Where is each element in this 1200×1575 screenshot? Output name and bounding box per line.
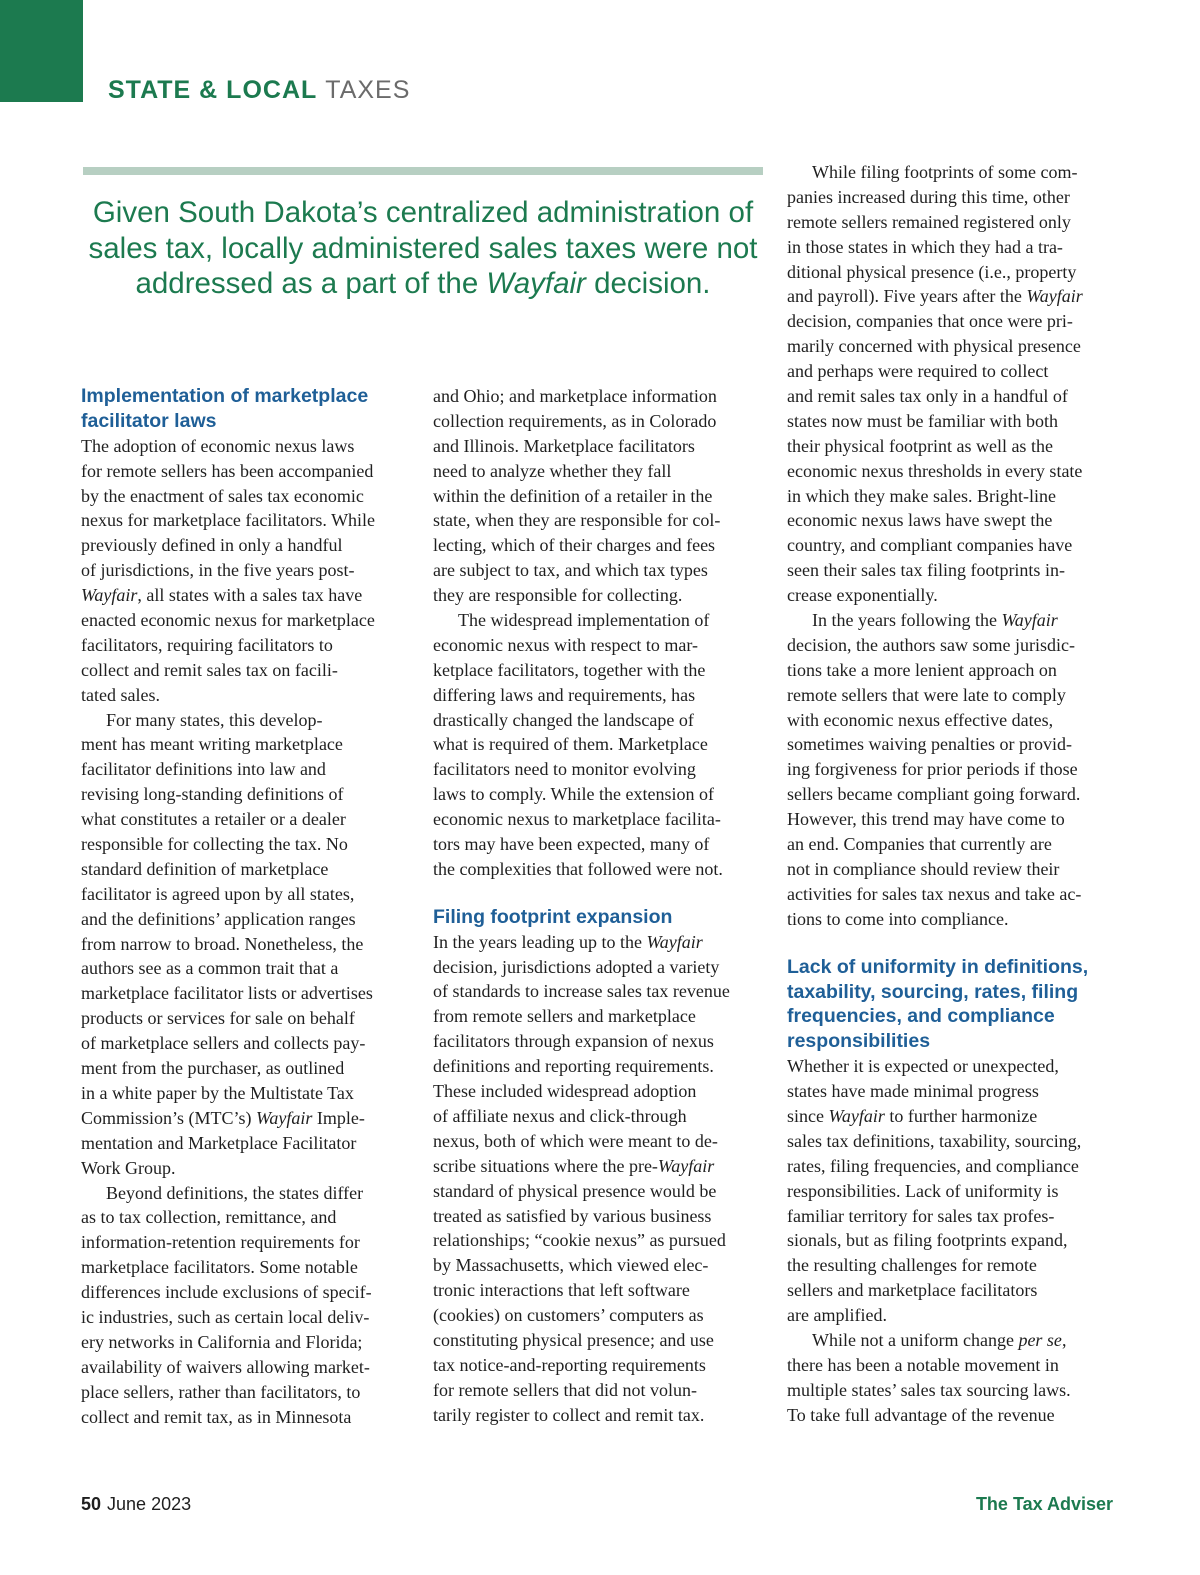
section-heading — [108, 76, 410, 105]
body-text-line — [81, 583, 411, 608]
italic-text: Wayfair — [657, 1155, 715, 1176]
section-subheading-line: frequencies, and compliance — [787, 1005, 1055, 1028]
body-text-line: of marketplace sellers and collects pay- — [81, 1033, 366, 1054]
section-subheading-line: facilitator laws — [81, 409, 217, 432]
body-text-line: economic nexus laws have swept the — [787, 510, 1053, 531]
italic-text: Wayfair — [256, 1107, 313, 1128]
body-text-line: their physical footprint as well as the — [787, 435, 1053, 456]
italic-text: Wayfair — [1001, 610, 1058, 631]
body-text-line: laws to comply. While the extension of — [433, 784, 714, 805]
body-text-line: definitions and reporting requirements. — [433, 1056, 714, 1077]
body-text-line: the resulting challenges for remote — [787, 1255, 1037, 1276]
body-text-line: standard definition of marketplace — [81, 858, 329, 879]
body-text-line: tronic interactions that left software — [433, 1280, 690, 1301]
body-text-line: there has been a notable movement in — [787, 1354, 1059, 1375]
body-text-line: in which they make sales. Bright-line — [787, 485, 1056, 506]
body-text-line: revising long-standing definitions of — [81, 784, 344, 805]
section-heading-bold: STATE & LOCAL — [108, 76, 318, 104]
body-text-line: previously defined in only a handful — [81, 535, 343, 556]
body-text-line: remote sellers remained registered only — [787, 211, 1071, 232]
pullquote — [83, 195, 763, 302]
body-text-line: While filing footprints of some com- — [812, 162, 1078, 182]
body-text-line: activities for sales tax nexus and take ac- — [787, 883, 1082, 904]
text-run: scribe situations where the pre- — [433, 1155, 658, 1176]
body-text-line: constituting physical presence; and use — [433, 1329, 714, 1350]
body-text-line: familiar territory for sales tax profes- — [787, 1205, 1055, 1226]
text-run: In the years following the — [812, 610, 1002, 631]
body-text-line: need to analyze whether they fall — [433, 460, 672, 481]
issue-date: June 2023 — [107, 1494, 192, 1514]
body-text-line: collect and remit tax, as in Minnesota — [81, 1406, 352, 1427]
body-text-line: For many states, this develop- — [106, 709, 323, 730]
body-text-line: with economic nexus effective dates, — [787, 709, 1054, 730]
body-text-line: decision, the authors saw some jurisdic- — [787, 634, 1075, 655]
body-text-line: from narrow to broad. Nonetheless, the — [81, 933, 364, 954]
body-text-line: Beyond definitions, the states differ — [106, 1182, 364, 1203]
body-text-line: are amplified. — [787, 1305, 887, 1326]
body-text-line — [787, 608, 1117, 633]
body-text-line: by Massachusetts, which viewed elec- — [433, 1255, 709, 1276]
body-text-line: lecting, which of their charges and fees — [433, 535, 716, 556]
body-text-line — [787, 1328, 1117, 1353]
section-subheading-line: responsibilities — [787, 1030, 931, 1053]
body-text-line: ketplace facilitators, together with the — [433, 659, 706, 680]
italic-text: per se — [1018, 1329, 1062, 1350]
body-text-line — [81, 1106, 411, 1131]
text-run: In the years leading up to the — [433, 931, 647, 952]
body-text-line: decision, companies that once were pri- — [787, 311, 1073, 332]
body-text-line: panies increased during this time, other — [787, 186, 1070, 207]
body-text-line: nexus for marketplace facilitators. While — [81, 510, 376, 531]
pullquote-rule — [83, 167, 763, 175]
article-column-3 — [787, 160, 1117, 1428]
body-text-line: sellers and marketplace facilitators — [787, 1280, 1038, 1301]
publication-name: The Tax Adviser — [975, 1494, 1113, 1514]
body-text-line: ment from the purchaser, as outlined — [81, 1058, 345, 1079]
body-text-line — [433, 1154, 765, 1179]
italic-text: Wayfair — [81, 585, 138, 606]
body-text-line: not in compliance should review their — [787, 858, 1060, 879]
body-text-line: economic nexus thresholds in every state — [787, 460, 1083, 481]
body-text-line: an end. Companies that currently are — [787, 834, 1052, 855]
body-text-line — [787, 284, 1117, 309]
italic-text: Wayfair — [1026, 286, 1083, 307]
body-text-line: marketplace facilitator lists or advertises — [81, 983, 373, 1004]
body-text-line: sionals, but as filing footprints expand, — [787, 1230, 1068, 1251]
section-color-tab — [0, 0, 83, 102]
body-text-line: and perhaps were required to collect — [787, 361, 1049, 382]
footer-page-info — [81, 1494, 191, 1515]
text-run: since — [787, 1105, 829, 1126]
body-text-line: ment has meant writing marketplace — [81, 734, 343, 755]
text-run: Commission’s (MTC’s) — [81, 1107, 257, 1128]
body-text-line: in a white paper by the Multistate Tax — [81, 1082, 354, 1103]
body-text-line: relationships; “cookie nexus” as pursued — [433, 1230, 726, 1251]
body-text-line: standard of physical presence would be — [433, 1180, 717, 1201]
body-text-line: seen their sales tax filing footprints in- — [787, 560, 1065, 581]
body-text-line: responsible for collecting the tax. No — [81, 834, 348, 855]
text-run: While not a uniform change — [812, 1329, 1019, 1350]
body-text-line: products or services for sale on behalf — [81, 1008, 355, 1029]
body-text-line: facilitators need to monitor evolving — [433, 759, 696, 780]
body-text-line: for remote sellers has been accompanied — [81, 460, 374, 481]
body-text-line: ditional physical presence (i.e., property — [787, 261, 1077, 282]
body-text-line: remote sellers that were late to comply — [787, 684, 1066, 705]
body-text-line: rates, filing frequencies, and compliance — [787, 1155, 1079, 1176]
body-text-line: and remit sales tax only in a handful of — [787, 386, 1068, 407]
body-text-line: facilitators, requiring facilitators to — [81, 634, 333, 655]
body-text-line: states now must be familiar with both — [787, 410, 1058, 431]
body-text-line: multiple states’ sales tax sourcing laws. — [787, 1379, 1071, 1400]
body-text-line: availability of waivers allowing market- — [81, 1356, 370, 1377]
body-text-line: (cookies) on customers’ computers as — [433, 1305, 704, 1326]
body-text-line: sellers became compliant going forward. — [787, 784, 1081, 805]
body-text-line: tors may have been expected, many of — [433, 834, 710, 855]
body-text-line: for remote sellers that did not volun- — [433, 1379, 697, 1400]
section-heading-light: TAXES — [325, 76, 411, 104]
body-text-line: the complexities that followed were not. — [433, 858, 723, 879]
body-text-line: Whether it is expected or unexpected, — [787, 1056, 1059, 1077]
body-text-line: mentation and Marketplace Facilitator — [81, 1132, 357, 1153]
body-text-line: in those states in which they had a tra- — [787, 236, 1063, 257]
body-text-line: The widespread implementation of — [458, 610, 710, 631]
body-text-line: enacted economic nexus for marketplace — [81, 610, 375, 631]
text-run: , — [1061, 1329, 1067, 1350]
body-text-line: However, this trend may have come to — [787, 809, 1065, 830]
article-column-2 — [433, 384, 765, 1428]
text-run: Imple- — [312, 1107, 365, 1128]
body-text-line: of jurisdictions, in the five years post- — [81, 560, 355, 581]
body-text-line: are subject to tax, and which tax types — [433, 560, 708, 581]
body-text-line: of standards to increase sales tax revenue — [433, 981, 730, 1002]
body-text-line: country, and compliant companies have — [787, 535, 1073, 556]
body-text-line: place sellers, rather than facilitators, to — [81, 1381, 361, 1402]
italic-text: Wayfair — [828, 1105, 885, 1126]
italic-text: Wayfair — [646, 931, 703, 952]
body-text-line: facilitators through expansion of nexus — [433, 1031, 714, 1052]
body-text-line: crease exponentially. — [787, 585, 938, 606]
body-text-line: The adoption of economic nexus laws — [81, 435, 355, 456]
body-text-line: tax notice-and-reporting requirements — [433, 1354, 706, 1375]
body-text-line: economic nexus to marketplace facilita- — [433, 809, 721, 830]
body-text-line: differing laws and requirements, has — [433, 684, 696, 705]
body-text-line — [787, 1104, 1117, 1129]
body-text-line: tions take a more lenient approach on — [787, 659, 1057, 680]
body-text-line: and the definitions’ application ranges — [81, 908, 356, 929]
body-text-line: and Ohio; and marketplace information — [433, 386, 717, 406]
body-text-line: These included widespread adoption — [433, 1081, 697, 1102]
pullquote-text: Given South Dakota’s centralized administration of sales tax, locally administered sales taxes were not addressed as a part of the — [88, 196, 758, 300]
body-text-line: ic industries, such as certain local deliv- — [81, 1306, 370, 1327]
body-text-line: what is required of them. Marketplace — [433, 734, 708, 755]
section-subheading-line: Filing footprint expansion — [433, 905, 673, 928]
body-text-line: and Illinois. Marketplace facilitators — [433, 435, 695, 456]
body-text-line: tarily register to collect and remit tax. — [433, 1404, 705, 1425]
body-text-line: marily concerned with physical presence — [787, 336, 1081, 357]
body-text-line: marketplace facilitators. Some notable — [81, 1257, 358, 1278]
body-text-line: ing forgiveness for prior periods if those — [787, 759, 1078, 780]
body-text-line — [433, 930, 765, 955]
body-text-line: facilitator is agreed upon by all states, — [81, 883, 355, 904]
section-subheading-line: Lack of uniformity in definitions, — [787, 955, 1089, 978]
pullquote-italic: Wayfair — [486, 267, 586, 300]
body-text-line: sometimes waiving penalties or provid- — [787, 734, 1072, 755]
text-run: , all states with a sales tax have — [137, 585, 363, 606]
body-text-line: economic nexus with respect to mar- — [433, 634, 699, 655]
body-text-line: information-retention requirements for — [81, 1232, 360, 1253]
body-text-line: tated sales. — [81, 684, 160, 705]
body-text-line: collection requirements, as in Colorado — [433, 410, 717, 431]
body-text-line: tions to come into compliance. — [787, 908, 1009, 929]
article-column-1 — [81, 384, 411, 1429]
body-text-line: ery networks in California and Florida; — [81, 1331, 363, 1352]
body-text-line: by the enactment of sales tax economic — [81, 485, 364, 506]
body-text-line: sales tax definitions, taxability, sourcing, — [787, 1130, 1082, 1151]
body-text-line: Work Group. — [81, 1157, 176, 1178]
pullquote-end: decision. — [585, 267, 711, 300]
body-text-line: differences include exclusions of specif- — [81, 1282, 372, 1303]
section-subheading-line: taxability, sourcing, rates, filing — [787, 980, 1079, 1003]
section-subheading-line: Implementation of marketplace — [81, 385, 369, 407]
body-text-line: collect and remit sales tax on facili- — [81, 659, 338, 680]
body-text-line: what constitutes a retailer or a dealer — [81, 809, 346, 830]
body-text-line: responsibilities. Lack of uniformity is — [787, 1180, 1059, 1201]
body-text-line: nexus, both of which were meant to de- — [433, 1130, 718, 1151]
body-text-line: state, when they are responsible for col- — [433, 510, 721, 531]
body-text-line: of affiliate nexus and click-through — [433, 1105, 687, 1126]
body-text-line: decision, jurisdictions adopted a variety — [433, 956, 720, 977]
body-text-line: facilitator definitions into law and — [81, 759, 326, 780]
body-text-line: To take full advantage of the revenue — [787, 1404, 1055, 1425]
body-text-line: as to tax collection, remittance, and — [81, 1207, 337, 1228]
body-text-line: states have made minimal progress — [787, 1081, 1039, 1102]
body-text-line: authors see as a common trait that a — [81, 958, 339, 979]
body-text-line: within the definition of a retailer in the — [433, 485, 713, 506]
body-text-line: they are responsible for collecting. — [433, 585, 683, 606]
page-number: 50 — [81, 1494, 102, 1514]
body-text-line: drastically changed the landscape of — [433, 709, 694, 730]
text-run: and payroll). Five years after the — [787, 286, 1027, 307]
text-run: to further harmonize — [884, 1105, 1038, 1126]
body-text-line: from remote sellers and marketplace — [433, 1006, 696, 1027]
body-text-line: treated as satisfied by various business — [433, 1205, 712, 1226]
